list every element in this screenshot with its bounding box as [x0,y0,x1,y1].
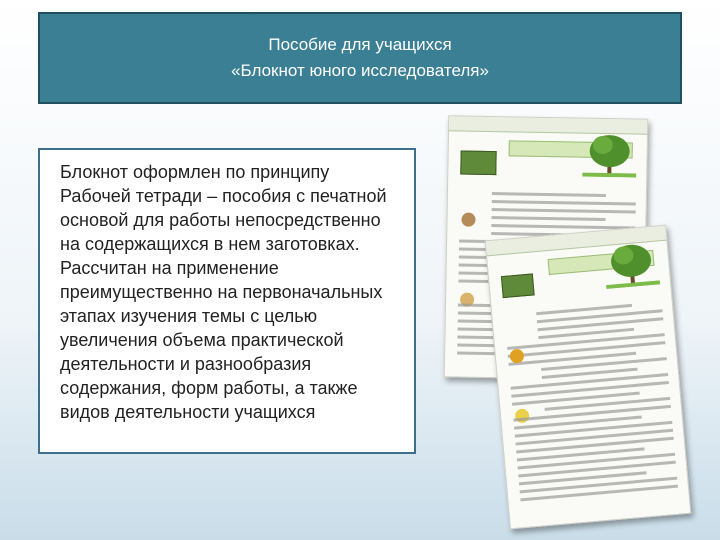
photo-icon [501,273,535,298]
character-icon [461,213,475,227]
description-text: Блокнот оформлен по принципу Рабочей тетради – пособия с печатной основой для работы непосредственно на содержащихся в нем заготовках. Рассчитан на применение преимущественно на первоначальных этапах изучения темы с целью увеличения объема практической деятельности и разнообразия содержания, форм работы, а также видов деятельности учащихся [60,162,387,422]
photo-icon [460,150,496,175]
slide-title-banner [38,12,682,104]
slide-title-line-2: «Блокнот юного исследователя» [231,61,489,80]
notebook-page-image-2 [485,225,692,530]
slide-title-line-1: Пособие для учащихся [268,35,452,54]
tree-icon [582,129,637,178]
tree-icon [602,237,660,290]
description-box [38,148,416,454]
